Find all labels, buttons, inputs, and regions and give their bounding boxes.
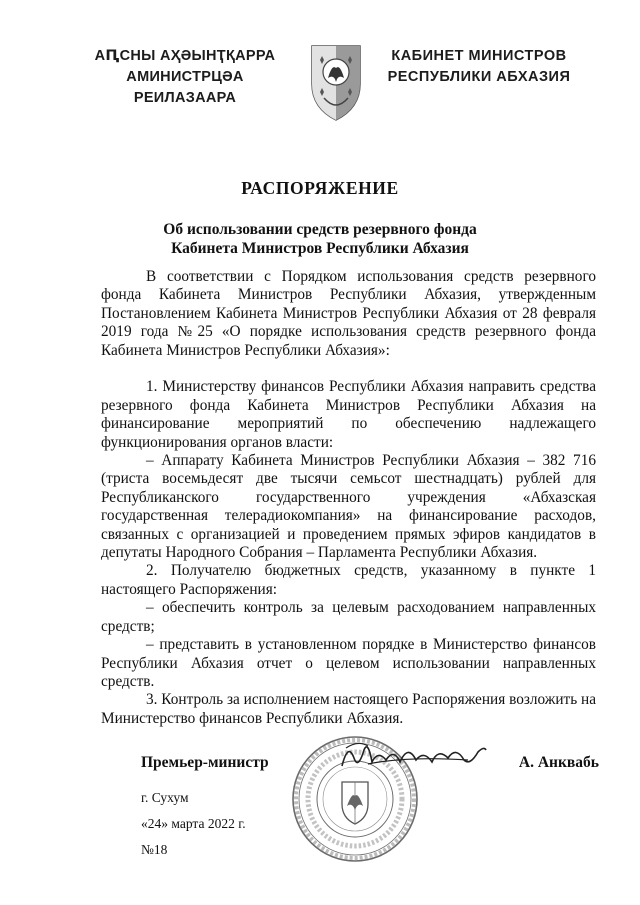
clause-1-paragraph: 1. Министерству финансов Республики Абхазия направить средства резервного фонда Кабинета Министров Республики Абхазия на финансирование мероприятий по обеспечению надлежащего функционирования органов власти: bbox=[101, 378, 596, 451]
issue-place: г. Сухум bbox=[141, 790, 189, 805]
preamble-paragraph: В соответствии с Порядком использования средств резервного фонда Кабинета Министров Республики Абхазия, утвержденным Постановлением Кабинета Министров Республики Абхазия от 28 февраля 2019 года №25 «О порядке использования средств резервного фонда Кабинета Министров Республики Абхазия»: bbox=[101, 268, 596, 359]
document-title: РАСПОРЯЖЕНИЕ bbox=[241, 178, 399, 198]
letterhead bbox=[0, 42, 640, 122]
handwritten-signature-icon bbox=[338, 736, 488, 776]
document-subtitle bbox=[0, 220, 640, 258]
letterhead-abkhaz-line1: АԤСНЫ АҲӘЫНҬҚАРРА bbox=[94, 48, 276, 64]
signatory-position: Премьер-министр bbox=[141, 754, 269, 771]
clause-2-item-1: – обеспечить контроль за целевым расходованием направленных средств; bbox=[101, 599, 596, 635]
letterhead-russian-line2: РЕСПУБЛИКИ АБХАЗИЯ bbox=[387, 69, 571, 85]
clause-1-item: – Аппарату Кабинета Министров Республики Абхазия – 382 716 (триста восемьдесят две тысячи семьсот шестнадцать) рублей для Республиканского государственного учреждения «Абхазская государственная телерадиокомпания» на финансирование расходов, связанных с организацией и проведением прямых эфиров кандидатов в депутаты Народного Собрания – Парламента Республики Абхазия. bbox=[101, 452, 596, 562]
letterhead-abkhaz-line2: АМИНИСТРЦӘА РЕИЛАЗААРА bbox=[126, 69, 244, 106]
document-body bbox=[101, 268, 596, 728]
letterhead-russian bbox=[384, 46, 574, 88]
clause-2-item-2: – представить в установленном порядке в Министерство финансов Республики Абхазия отчет о целевом использовании направленных средств. bbox=[101, 636, 596, 690]
coat-of-arms-icon bbox=[308, 42, 364, 122]
signature-block bbox=[0, 754, 640, 904]
issue-date: «24» марта 2022 г. bbox=[141, 816, 246, 831]
subtitle-line1: Об использовании средств резервного фонда bbox=[163, 221, 477, 238]
letterhead-abkhaz bbox=[80, 46, 290, 109]
letterhead-russian-line1: КАБИНЕТ МИНИСТРОВ bbox=[391, 48, 567, 64]
signatory-name: А. Анквабь bbox=[518, 754, 599, 771]
clause-3-paragraph: 3. Контроль за исполнением настоящего Распоряжения возложить на Министерство финансов Республики Абхазия. bbox=[101, 691, 597, 727]
subtitle-line2: Кабинета Министров Республики Абхазия bbox=[171, 240, 469, 257]
clause-2-paragraph: 2. Получателю бюджетных средств, указанному в пункте 1 настоящего Распоряжения: bbox=[101, 562, 596, 598]
document-number: №18 bbox=[141, 842, 168, 857]
